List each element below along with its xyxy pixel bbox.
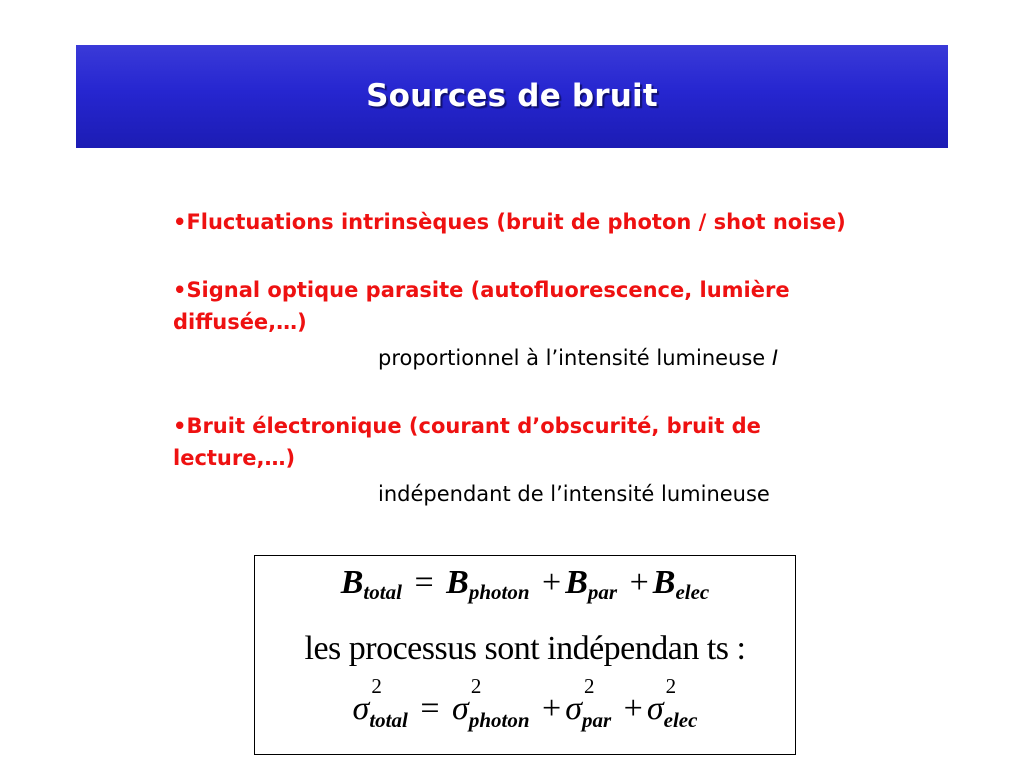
formula-exponent: 2 bbox=[371, 674, 382, 698]
bullet-fluctuations bbox=[173, 206, 846, 238]
formula-subscript: photon bbox=[468, 580, 530, 604]
formula-sum-row bbox=[255, 564, 795, 605]
formula-equals: = bbox=[420, 690, 440, 727]
formula-symbol: B bbox=[340, 564, 364, 601]
bullet-line: Signal optique parasite (autofluorescence, lumière bbox=[186, 278, 790, 302]
note-italic-symbol: I bbox=[771, 346, 779, 370]
formula-exponent: 2 bbox=[583, 674, 595, 698]
formula-sigma: σ bbox=[565, 690, 582, 727]
formula-script bbox=[369, 674, 408, 732]
title-banner bbox=[76, 45, 948, 148]
formula-plus: + bbox=[542, 564, 562, 601]
formula-script bbox=[663, 674, 698, 732]
formula-subscript: total bbox=[369, 708, 408, 732]
formula-exponent: 2 bbox=[665, 674, 677, 698]
bullet-marker: • bbox=[173, 210, 187, 234]
formula-script bbox=[468, 674, 530, 732]
formula-plus: + bbox=[629, 564, 649, 601]
formula-sigma: σ bbox=[352, 690, 370, 727]
formula-sigma: σ bbox=[646, 690, 664, 727]
bullet-line: Bruit électronique (courant d’obscurité, bruit de bbox=[186, 414, 761, 438]
formula-equals: = bbox=[414, 564, 434, 601]
formula-subscript: elec bbox=[675, 580, 710, 604]
formula-subscript: par bbox=[587, 580, 618, 604]
formula-subscript: total bbox=[363, 580, 402, 604]
formula-box bbox=[254, 555, 796, 755]
note-independant: indépendant de l’intensité lumineuse bbox=[378, 482, 770, 506]
formula-subscript: photon bbox=[468, 708, 530, 732]
formula-symbol: B bbox=[565, 564, 588, 601]
bullet-line-continued: diffusée,…) bbox=[173, 310, 307, 334]
note-proportionnel bbox=[378, 342, 778, 374]
bullet-marker: • bbox=[173, 278, 187, 302]
formula-symbol: B bbox=[446, 564, 469, 601]
formula-symbol: B bbox=[652, 564, 676, 601]
bullet-marker: • bbox=[173, 414, 187, 438]
formula-exponent: 2 bbox=[470, 674, 482, 698]
bullet-line: Fluctuations intrinsèques (bruit de photon / shot noise) bbox=[186, 210, 846, 234]
formula-subscript: elec bbox=[663, 708, 698, 732]
bullet-line-continued: lecture,…) bbox=[173, 446, 296, 470]
slide-title: Sources de bruit bbox=[366, 77, 658, 114]
formula-script bbox=[581, 674, 612, 732]
formula-plus: + bbox=[623, 690, 643, 727]
formula-subscript: par bbox=[581, 708, 612, 732]
formula-sigma: σ bbox=[452, 690, 469, 727]
formula-plus: + bbox=[542, 690, 562, 727]
bullet-signal-parasite bbox=[173, 274, 790, 338]
bullet-bruit-electronique bbox=[173, 410, 761, 474]
formula-text-row: les processus sont indépendan ts : bbox=[304, 630, 746, 667]
formula-variance-row bbox=[255, 674, 795, 732]
note-text: proportionnel à l’intensité lumineuse bbox=[378, 346, 772, 370]
